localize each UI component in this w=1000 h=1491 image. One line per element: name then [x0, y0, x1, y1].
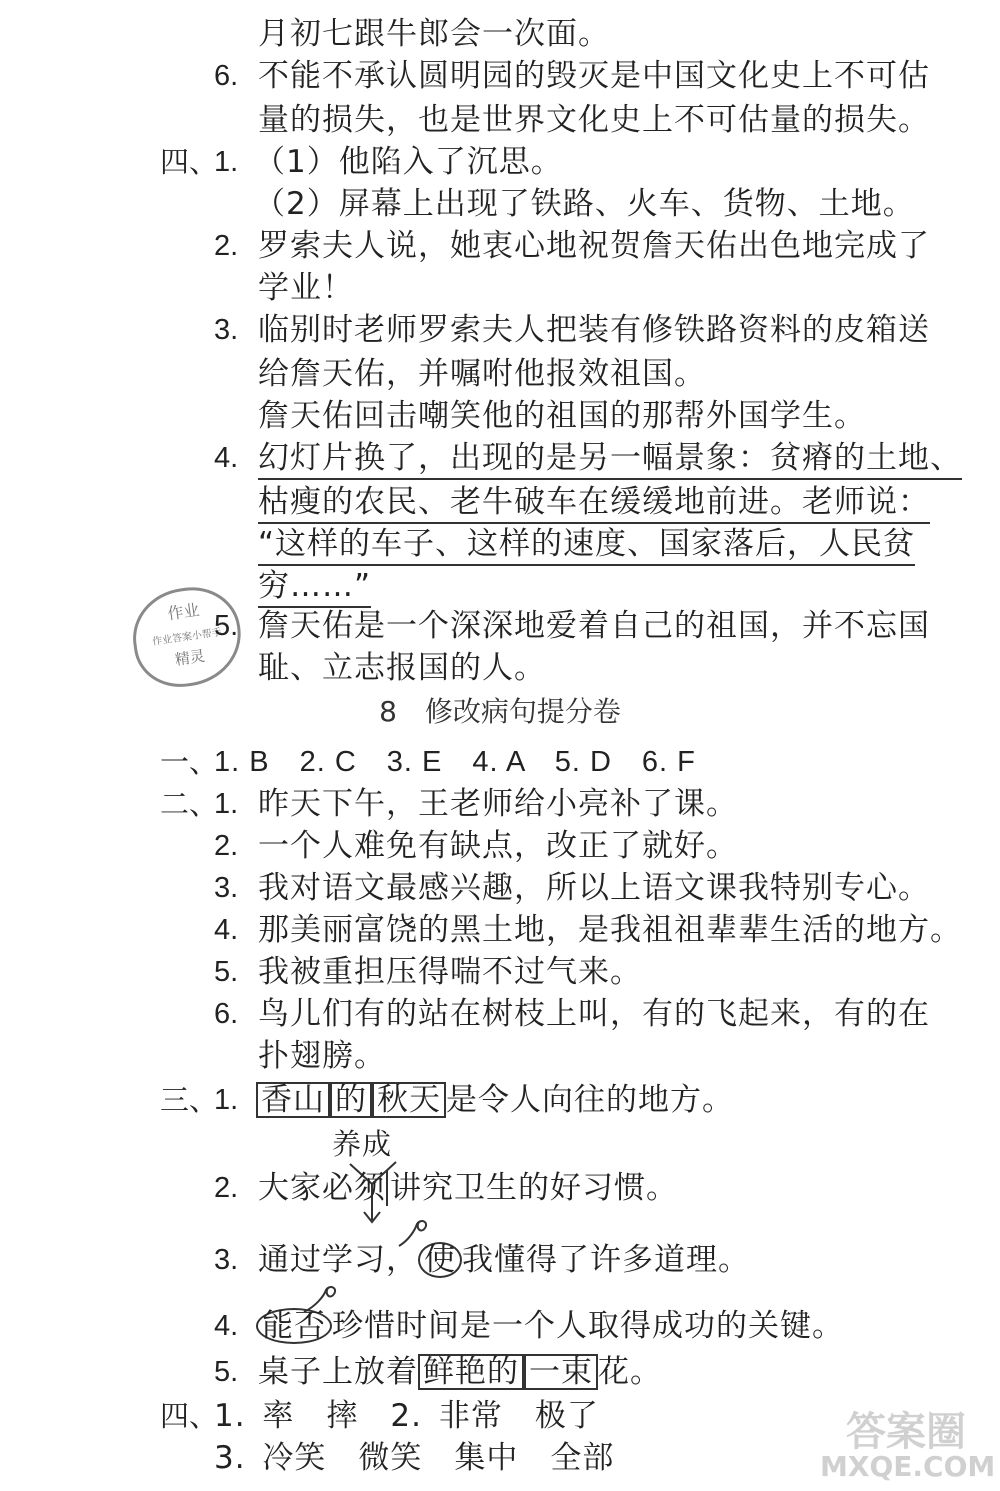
boxed-sentence: 桌子上放着 鲜艳的 一束 花。 [258, 1354, 662, 1390]
text-line: 耻、立志报国的人。 [258, 650, 546, 686]
item-number: 6. [214, 60, 239, 92]
underlined-line: 穷……” [258, 566, 371, 606]
stamp-middle-text: 作业答案小帮手 [151, 627, 223, 648]
delete-mark-icon [300, 1282, 344, 1318]
section-heading: 8 修改病句提分卷 [379, 695, 621, 728]
section-label: 四、 [160, 145, 219, 179]
boxed-word: 一束 [524, 1354, 598, 1390]
text-line: 不能不承认圆明园的毁灭是中国文化史上不可估 [258, 58, 930, 94]
text-line: 临别时老师罗索夫人把装有修铁路资料的皮箱送 [258, 312, 930, 348]
insertion-text: 养成 [332, 1127, 393, 1161]
boxed-word: 的 [330, 1082, 372, 1118]
item-number: 1. [214, 146, 239, 178]
item-number: 1. [214, 1084, 239, 1116]
text-line: 量的损失，也是世界文化史上不可估量的损失。 [258, 102, 930, 138]
underlined-line: 枯瘦的农民、老牛破车在缓缓地前进。老师说： [258, 482, 930, 522]
watermark-logo: 答案圈 [846, 1409, 966, 1455]
text-line: 通过学习， 使 我懂得了许多道理。 [258, 1242, 750, 1278]
watermark-url: MXQE.COM [820, 1450, 996, 1483]
item-number: 4. [214, 914, 239, 946]
text-line: 我对语文最感兴趣，所以上语文课我特别专心。 [258, 870, 930, 906]
item-number: 5. [214, 956, 239, 988]
section-label: 二、 [160, 787, 219, 821]
circled-word: 能否 [256, 1308, 332, 1344]
text-line: 我被重担压得喘不过气来。 [258, 954, 642, 990]
boxed-word: 香山 [256, 1082, 330, 1118]
section-label: 四、 [160, 1399, 219, 1433]
underlined-line: “这样的车子、这样的速度、国家落后，人民贫 [258, 524, 915, 564]
text-line: 大家必须 讲究卫生的好习惯。 [258, 1170, 678, 1206]
answer-line: 3. 冷笑 微笑 集中 全部 [214, 1440, 615, 1476]
text-line: 罗索夫人说，她衷心地祝贺詹天佑出色地完成了 [258, 228, 930, 264]
boxed-word: 秋天 [372, 1082, 446, 1118]
text-line: （2）屏幕上出现了铁路、火车、货物、土地。 [254, 186, 915, 222]
section-label: 三、 [160, 1083, 219, 1117]
circled-word: 使 [418, 1242, 462, 1278]
text-line: 詹天佑是一个深深地爱着自己的祖国，并不忘国 [258, 608, 930, 644]
item-number: 6. [214, 998, 239, 1030]
delete-mark-icon [395, 1216, 435, 1252]
text-line: 一个人难免有缺点，改正了就好。 [258, 828, 738, 864]
section-label: 一、 [160, 745, 219, 779]
item-number: 4. [214, 1310, 239, 1342]
text-line: 那美丽富饶的黑土地，是我祖祖辈辈生活的地方。 [258, 912, 962, 948]
item-number: 3. [214, 872, 239, 904]
underlined-line: 幻灯片换了，出现的是另一幅景象：贫瘠的土地、 [258, 438, 962, 478]
answer-line: 1. 率 摔 2. 非常 极了 [214, 1398, 599, 1434]
text-line: 月初七跟牛郎会一次面。 [258, 16, 610, 52]
item-number: 5. [214, 1356, 239, 1388]
text-line: 鸟儿们有的站在树枝上叫，有的飞起来，有的在 [258, 996, 930, 1032]
text-line: 昨天下午，王老师给小亮补了课。 [258, 786, 738, 822]
item-number: 2. [214, 1172, 239, 1204]
item-number: 5. [214, 610, 239, 642]
boxed-sentence: 香山 的 秋天 是令人向往的地方。 [256, 1080, 734, 1120]
text-line: 给詹天佑，并嘱咐他报效祖国。 [258, 356, 706, 392]
stamp-top-text: 作业 [166, 600, 201, 624]
boxed-word: 鲜艳的 [418, 1354, 524, 1390]
text-line: 学业！ [258, 270, 354, 306]
item-number: 1. [214, 788, 239, 820]
item-number: 2. [214, 230, 239, 262]
text-line: 扑翅膀。 [258, 1038, 386, 1074]
item-number: 3. [214, 314, 239, 346]
item-number: 2. [214, 830, 239, 862]
item-number: 4. [214, 442, 239, 474]
item-number: 3. [214, 1244, 239, 1276]
stamp-bottom-text: 精灵 [173, 646, 207, 669]
text-line: 能否 珍惜时间是一个人取得成功的关键。 [256, 1306, 844, 1346]
answer-line: 1. B 2. C 3. E 4. A 5. D 6. F [214, 746, 696, 778]
text-line: 詹天佑回击嘲笑他的祖国的那帮外国学生。 [258, 398, 866, 434]
text-line: （1）他陷入了沉思。 [254, 144, 563, 180]
